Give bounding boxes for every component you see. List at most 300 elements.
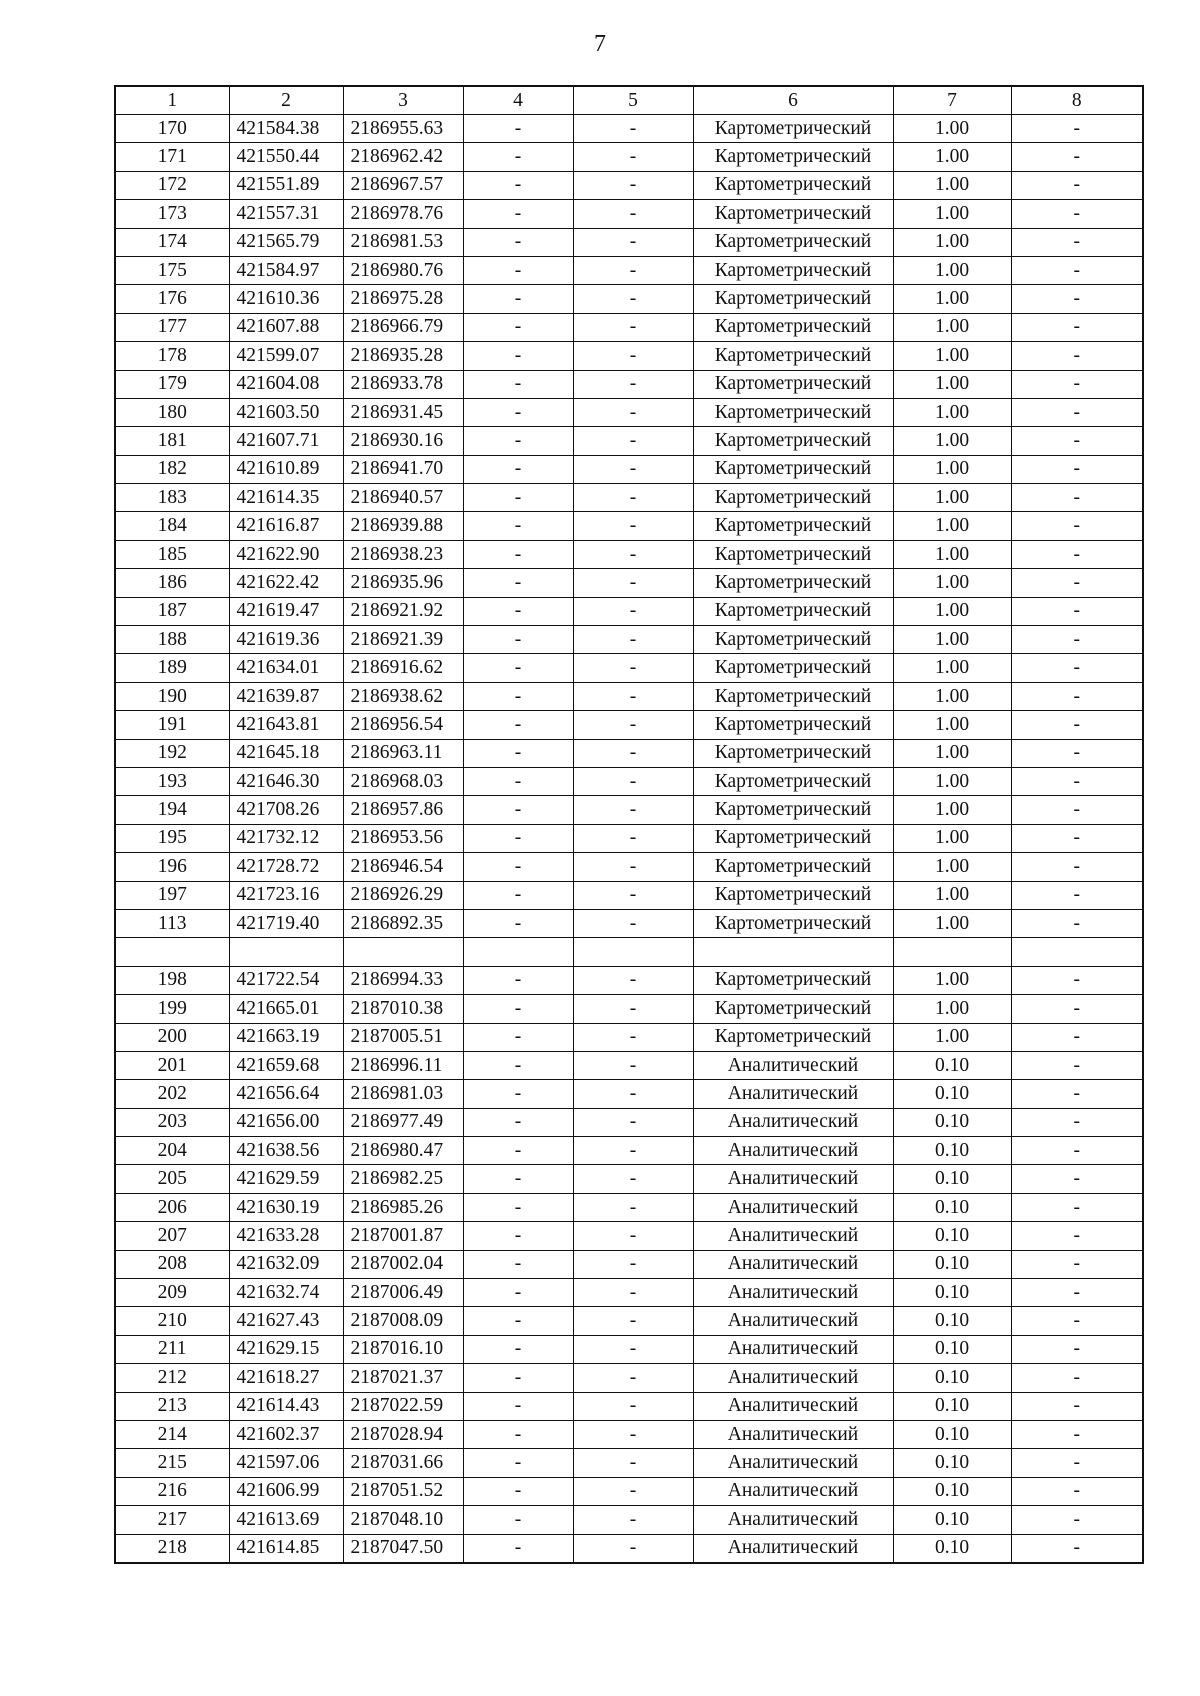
method-cell: Картометрический [693, 711, 893, 739]
col5-cell: - [573, 626, 693, 654]
y-coordinate-cell: 2187048.10 [343, 1506, 463, 1534]
col4-cell: - [463, 313, 573, 341]
col8-cell: - [1011, 682, 1143, 710]
x-coordinate-cell: 421630.19 [229, 1193, 343, 1221]
table-row [115, 1534, 1143, 1563]
point-number-cell: 182 [115, 455, 229, 483]
table-row [115, 597, 1143, 625]
col8-cell: - [1011, 654, 1143, 682]
col4-cell: - [463, 1165, 573, 1193]
point-number-cell: 201 [115, 1051, 229, 1079]
y-coordinate-cell: 2187005.51 [343, 1023, 463, 1051]
table-row [115, 881, 1143, 909]
table-row [115, 966, 1143, 994]
table-row [115, 512, 1143, 540]
col5-cell: - [573, 512, 693, 540]
col5-cell: - [573, 1392, 693, 1420]
x-coordinate-cell: 421584.97 [229, 256, 343, 284]
col4-cell: - [463, 1250, 573, 1278]
col8-cell: - [1011, 1506, 1143, 1534]
method-cell [693, 938, 893, 966]
point-number-cell: 174 [115, 228, 229, 256]
y-coordinate-cell: 2187001.87 [343, 1222, 463, 1250]
table-row [115, 1307, 1143, 1335]
x-coordinate-cell: 421614.85 [229, 1534, 343, 1563]
col8-cell: - [1011, 1165, 1143, 1193]
table-row [115, 1250, 1143, 1278]
method-cell: Картометрический [693, 484, 893, 512]
method-cell: Аналитический [693, 1222, 893, 1250]
col4-cell: - [463, 1420, 573, 1448]
table-body [115, 115, 1143, 1563]
accuracy-cell: 1.00 [893, 824, 1011, 852]
col8-cell: - [1011, 767, 1143, 795]
table-row [115, 626, 1143, 654]
col8-cell: - [1011, 597, 1143, 625]
accuracy-cell: 0.10 [893, 1364, 1011, 1392]
method-cell: Аналитический [693, 1250, 893, 1278]
y-coordinate-cell: 2186939.88 [343, 512, 463, 540]
accuracy-cell: 1.00 [893, 228, 1011, 256]
col5-cell: - [573, 484, 693, 512]
x-coordinate-cell: 421603.50 [229, 398, 343, 426]
col4-cell: - [463, 796, 573, 824]
point-number-cell: 184 [115, 512, 229, 540]
table-row [115, 938, 1143, 966]
col5-cell: - [573, 1023, 693, 1051]
x-coordinate-cell: 421634.01 [229, 654, 343, 682]
col8-cell: - [1011, 370, 1143, 398]
accuracy-cell: 0.10 [893, 1506, 1011, 1534]
col5-cell: - [573, 1335, 693, 1363]
accuracy-cell: 1.00 [893, 853, 1011, 881]
method-cell: Картометрический [693, 512, 893, 540]
method-cell: Картометрический [693, 143, 893, 171]
col8-cell: - [1011, 1279, 1143, 1307]
x-coordinate-cell: 421656.00 [229, 1108, 343, 1136]
accuracy-cell: 1.00 [893, 313, 1011, 341]
column-header-2: 2 [229, 86, 343, 115]
col4-cell: - [463, 767, 573, 795]
col4-cell: - [463, 1506, 573, 1534]
accuracy-cell: 0.10 [893, 1051, 1011, 1079]
col4-cell: - [463, 1307, 573, 1335]
x-coordinate-cell: 421722.54 [229, 966, 343, 994]
x-coordinate-cell: 421606.99 [229, 1477, 343, 1505]
table-row [115, 1279, 1143, 1307]
table-row [115, 1165, 1143, 1193]
x-coordinate-cell: 421610.36 [229, 285, 343, 313]
method-cell: Картометрический [693, 171, 893, 199]
col4-cell: - [463, 597, 573, 625]
col4-cell: - [463, 256, 573, 284]
col4-cell: - [463, 370, 573, 398]
col4-cell: - [463, 1477, 573, 1505]
method-cell: Аналитический [693, 1307, 893, 1335]
point-number-cell: 192 [115, 739, 229, 767]
method-cell: Аналитический [693, 1051, 893, 1079]
method-cell: Аналитический [693, 1477, 893, 1505]
y-coordinate-cell: 2186957.86 [343, 796, 463, 824]
y-coordinate-cell: 2186982.25 [343, 1165, 463, 1193]
x-coordinate-cell: 421629.15 [229, 1335, 343, 1363]
method-cell: Аналитический [693, 1420, 893, 1448]
col8-cell: - [1011, 995, 1143, 1023]
method-cell: Картометрический [693, 995, 893, 1023]
col5-cell: - [573, 455, 693, 483]
method-cell: Аналитический [693, 1165, 893, 1193]
y-coordinate-cell: 2186963.11 [343, 739, 463, 767]
method-cell: Картометрический [693, 739, 893, 767]
method-cell: Картометрический [693, 682, 893, 710]
col5-cell: - [573, 569, 693, 597]
col4-cell: - [463, 1534, 573, 1563]
table-row [115, 1477, 1143, 1505]
point-number-cell: 202 [115, 1080, 229, 1108]
col5-cell: - [573, 171, 693, 199]
point-number-cell: 205 [115, 1165, 229, 1193]
table-row [115, 228, 1143, 256]
col5-cell: - [573, 739, 693, 767]
col4-cell: - [463, 1335, 573, 1363]
x-coordinate-cell: 421599.07 [229, 342, 343, 370]
column-header-8: 8 [1011, 86, 1143, 115]
point-number-cell: 113 [115, 909, 229, 937]
y-coordinate-cell [343, 938, 463, 966]
col5-cell: - [573, 1165, 693, 1193]
table-row [115, 1335, 1143, 1363]
method-cell: Аналитический [693, 1137, 893, 1165]
method-cell: Аналитический [693, 1279, 893, 1307]
y-coordinate-cell: 2187021.37 [343, 1364, 463, 1392]
accuracy-cell: 1.00 [893, 398, 1011, 426]
table-row [115, 711, 1143, 739]
point-number-cell: 212 [115, 1364, 229, 1392]
method-cell: Картометрический [693, 256, 893, 284]
point-number-cell: 204 [115, 1137, 229, 1165]
y-coordinate-cell: 2187051.52 [343, 1477, 463, 1505]
accuracy-cell: 0.10 [893, 1420, 1011, 1448]
accuracy-cell: 1.00 [893, 881, 1011, 909]
table-row [115, 995, 1143, 1023]
table-row [115, 767, 1143, 795]
col5-cell: - [573, 1420, 693, 1448]
col4-cell: - [463, 1364, 573, 1392]
accuracy-cell: 0.10 [893, 1449, 1011, 1477]
method-cell: Картометрический [693, 313, 893, 341]
y-coordinate-cell: 2186935.28 [343, 342, 463, 370]
y-coordinate-cell: 2186981.53 [343, 228, 463, 256]
y-coordinate-cell: 2187010.38 [343, 995, 463, 1023]
col4-cell: - [463, 143, 573, 171]
y-coordinate-cell: 2186916.62 [343, 654, 463, 682]
point-number-cell: 194 [115, 796, 229, 824]
col8-cell: - [1011, 1080, 1143, 1108]
col4-cell: - [463, 1137, 573, 1165]
col4-cell: - [463, 739, 573, 767]
col4-cell: - [463, 654, 573, 682]
col8-cell: - [1011, 1023, 1143, 1051]
x-coordinate-cell: 421663.19 [229, 1023, 343, 1051]
y-coordinate-cell: 2187002.04 [343, 1250, 463, 1278]
page-number: 7 [594, 31, 606, 57]
method-cell: Картометрический [693, 881, 893, 909]
point-number-cell: 211 [115, 1335, 229, 1363]
y-coordinate-cell: 2186985.26 [343, 1193, 463, 1221]
table-row [115, 1420, 1143, 1448]
col8-cell: - [1011, 1420, 1143, 1448]
col5-cell: - [573, 427, 693, 455]
x-coordinate-cell: 421638.56 [229, 1137, 343, 1165]
col8-cell: - [1011, 540, 1143, 568]
accuracy-cell: 1.00 [893, 143, 1011, 171]
method-cell: Аналитический [693, 1108, 893, 1136]
accuracy-cell: 0.10 [893, 1165, 1011, 1193]
y-coordinate-cell: 2186892.35 [343, 909, 463, 937]
x-coordinate-cell: 421643.81 [229, 711, 343, 739]
col8-cell: - [1011, 796, 1143, 824]
method-cell: Картометрический [693, 285, 893, 313]
col5-cell: - [573, 1250, 693, 1278]
point-number-cell: 198 [115, 966, 229, 994]
col4-cell: - [463, 1080, 573, 1108]
method-cell: Картометрический [693, 824, 893, 852]
col5-cell: - [573, 285, 693, 313]
col8-cell: - [1011, 143, 1143, 171]
accuracy-cell: 1.00 [893, 966, 1011, 994]
x-coordinate-cell: 421723.16 [229, 881, 343, 909]
col4-cell: - [463, 1279, 573, 1307]
accuracy-cell: 1.00 [893, 1023, 1011, 1051]
point-number-cell: 177 [115, 313, 229, 341]
accuracy-cell: 0.10 [893, 1080, 1011, 1108]
accuracy-cell: 1.00 [893, 682, 1011, 710]
col5-cell: - [573, 796, 693, 824]
col4-cell: - [463, 1051, 573, 1079]
point-number-cell: 215 [115, 1449, 229, 1477]
col5-cell: - [573, 540, 693, 568]
accuracy-cell: 1.00 [893, 342, 1011, 370]
col8-cell: - [1011, 1477, 1143, 1505]
table-row [115, 370, 1143, 398]
col8-cell: - [1011, 1392, 1143, 1420]
col4-cell: - [463, 342, 573, 370]
x-coordinate-cell: 421632.74 [229, 1279, 343, 1307]
method-cell: Картометрический [693, 455, 893, 483]
method-cell: Аналитический [693, 1080, 893, 1108]
method-cell: Картометрический [693, 370, 893, 398]
table-row [115, 455, 1143, 483]
col5-cell: - [573, 966, 693, 994]
col4-cell: - [463, 115, 573, 143]
point-number-cell: 179 [115, 370, 229, 398]
point-number-cell: 208 [115, 1250, 229, 1278]
accuracy-cell: 0.10 [893, 1534, 1011, 1563]
accuracy-cell: 1.00 [893, 995, 1011, 1023]
col8-cell: - [1011, 285, 1143, 313]
point-number-cell: 217 [115, 1506, 229, 1534]
col5-cell: - [573, 200, 693, 228]
point-number-cell: 189 [115, 654, 229, 682]
x-coordinate-cell: 421557.31 [229, 200, 343, 228]
y-coordinate-cell: 2186968.03 [343, 767, 463, 795]
column-header-7: 7 [893, 86, 1011, 115]
col8-cell: - [1011, 484, 1143, 512]
col8-cell: - [1011, 115, 1143, 143]
y-coordinate-cell: 2186980.76 [343, 256, 463, 284]
x-coordinate-cell: 421604.08 [229, 370, 343, 398]
x-coordinate-cell: 421613.69 [229, 1506, 343, 1534]
column-header-6: 6 [693, 86, 893, 115]
accuracy-cell: 1.00 [893, 739, 1011, 767]
table-row [115, 285, 1143, 313]
y-coordinate-cell: 2186994.33 [343, 966, 463, 994]
x-coordinate-cell: 421659.68 [229, 1051, 343, 1079]
point-number-cell: 199 [115, 995, 229, 1023]
col5-cell: - [573, 1279, 693, 1307]
method-cell: Картометрический [693, 200, 893, 228]
method-cell: Картометрический [693, 853, 893, 881]
col4-cell: - [463, 171, 573, 199]
y-coordinate-cell: 2186956.54 [343, 711, 463, 739]
point-number-cell: 207 [115, 1222, 229, 1250]
method-cell: Картометрический [693, 342, 893, 370]
point-number-cell: 191 [115, 711, 229, 739]
x-coordinate-cell: 421719.40 [229, 909, 343, 937]
col4-cell: - [463, 824, 573, 852]
x-coordinate-cell: 421550.44 [229, 143, 343, 171]
accuracy-cell: 1.00 [893, 597, 1011, 625]
col8-cell: - [1011, 1449, 1143, 1477]
accuracy-cell: 0.10 [893, 1307, 1011, 1335]
col5-cell: - [573, 1364, 693, 1392]
table-row [115, 654, 1143, 682]
col8-cell: - [1011, 313, 1143, 341]
x-coordinate-cell: 421646.30 [229, 767, 343, 795]
col5-cell: - [573, 1506, 693, 1534]
col4-cell: - [463, 540, 573, 568]
col5-cell: - [573, 1051, 693, 1079]
col5-cell: - [573, 256, 693, 284]
point-number-cell: 180 [115, 398, 229, 426]
col4-cell: - [463, 228, 573, 256]
point-number-cell: 172 [115, 171, 229, 199]
point-number-cell: 178 [115, 342, 229, 370]
table-row [115, 484, 1143, 512]
table-row [115, 200, 1143, 228]
y-coordinate-cell: 2186978.76 [343, 200, 463, 228]
point-number-cell: 213 [115, 1392, 229, 1420]
column-header-1: 1 [115, 86, 229, 115]
col8-cell: - [1011, 1250, 1143, 1278]
col4-cell: - [463, 1193, 573, 1221]
column-header-4: 4 [463, 86, 573, 115]
col4-cell: - [463, 995, 573, 1023]
point-number-cell: 170 [115, 115, 229, 143]
col4-cell: - [463, 1392, 573, 1420]
accuracy-cell: 0.10 [893, 1392, 1011, 1420]
point-number-cell: 181 [115, 427, 229, 455]
method-cell: Аналитический [693, 1335, 893, 1363]
point-number-cell: 183 [115, 484, 229, 512]
col5-cell [573, 938, 693, 966]
y-coordinate-cell: 2187016.10 [343, 1335, 463, 1363]
y-coordinate-cell: 2186938.62 [343, 682, 463, 710]
x-coordinate-cell: 421597.06 [229, 1449, 343, 1477]
table-row [115, 909, 1143, 937]
point-number-cell: 188 [115, 626, 229, 654]
y-coordinate-cell: 2187006.49 [343, 1279, 463, 1307]
x-coordinate-cell: 421565.79 [229, 228, 343, 256]
method-cell: Картометрический [693, 597, 893, 625]
accuracy-cell: 1.00 [893, 285, 1011, 313]
x-coordinate-cell: 421584.38 [229, 115, 343, 143]
col5-cell: - [573, 342, 693, 370]
y-coordinate-cell: 2187008.09 [343, 1307, 463, 1335]
col4-cell: - [463, 881, 573, 909]
accuracy-cell: 1.00 [893, 370, 1011, 398]
col8-cell: - [1011, 966, 1143, 994]
col4-cell: - [463, 398, 573, 426]
table-row [115, 1051, 1143, 1079]
accuracy-cell: 1.00 [893, 569, 1011, 597]
col5-cell: - [573, 1193, 693, 1221]
method-cell: Картометрический [693, 228, 893, 256]
x-coordinate-cell: 421614.43 [229, 1392, 343, 1420]
x-coordinate-cell: 421616.87 [229, 512, 343, 540]
col8-cell: - [1011, 455, 1143, 483]
x-coordinate-cell: 421618.27 [229, 1364, 343, 1392]
method-cell: Аналитический [693, 1364, 893, 1392]
col5-cell: - [573, 767, 693, 795]
x-coordinate-cell [229, 938, 343, 966]
method-cell: Картометрический [693, 569, 893, 597]
col5-cell: - [573, 1137, 693, 1165]
col5-cell: - [573, 115, 693, 143]
col4-cell: - [463, 1023, 573, 1051]
point-number-cell: 193 [115, 767, 229, 795]
y-coordinate-cell: 2186977.49 [343, 1108, 463, 1136]
y-coordinate-cell: 2186938.23 [343, 540, 463, 568]
col4-cell: - [463, 1108, 573, 1136]
y-coordinate-cell: 2186980.47 [343, 1137, 463, 1165]
accuracy-cell: 1.00 [893, 455, 1011, 483]
x-coordinate-cell: 421551.89 [229, 171, 343, 199]
table-row [115, 824, 1143, 852]
col8-cell: - [1011, 1307, 1143, 1335]
col8-cell: - [1011, 342, 1143, 370]
col8-cell: - [1011, 256, 1143, 284]
y-coordinate-cell: 2186955.63 [343, 115, 463, 143]
point-number-cell: 190 [115, 682, 229, 710]
point-number-cell: 185 [115, 540, 229, 568]
x-coordinate-cell: 421629.59 [229, 1165, 343, 1193]
x-coordinate-cell: 421619.47 [229, 597, 343, 625]
accuracy-cell: 1.00 [893, 626, 1011, 654]
method-cell: Картометрический [693, 767, 893, 795]
method-cell: Картометрический [693, 427, 893, 455]
point-number-cell: 186 [115, 569, 229, 597]
accuracy-cell: 1.00 [893, 654, 1011, 682]
col8-cell: - [1011, 1137, 1143, 1165]
x-coordinate-cell: 421665.01 [229, 995, 343, 1023]
accuracy-cell: 1.00 [893, 512, 1011, 540]
accuracy-cell: 1.00 [893, 427, 1011, 455]
column-header-3: 3 [343, 86, 463, 115]
col4-cell: - [463, 1222, 573, 1250]
y-coordinate-cell: 2186933.78 [343, 370, 463, 398]
col8-cell: - [1011, 881, 1143, 909]
